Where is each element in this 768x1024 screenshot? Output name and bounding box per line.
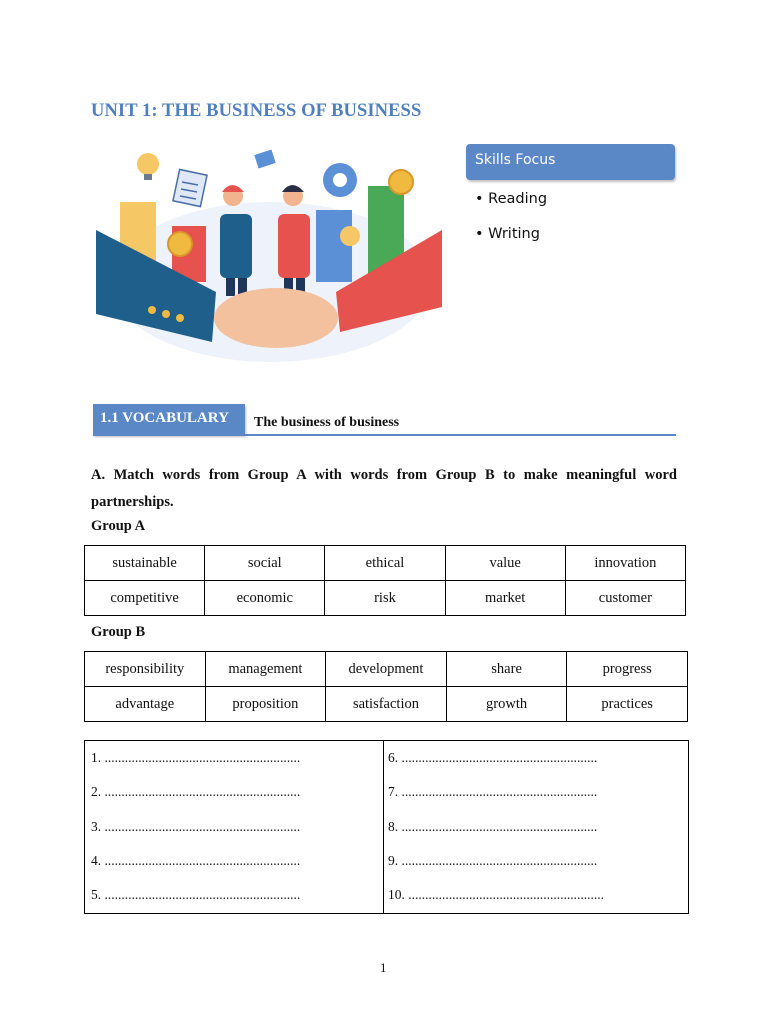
table-row — [85, 546, 686, 581]
word-cell: responsibility — [85, 652, 206, 687]
table-row — [85, 687, 688, 722]
word-cell: advantage — [85, 687, 206, 722]
bar-chart-column — [316, 210, 352, 282]
word-cell: economic — [205, 581, 325, 616]
word-cell: growth — [446, 687, 567, 722]
word-cell: share — [446, 652, 567, 687]
answer-line-8[interactable]: 8. .......................................................... — [388, 819, 598, 834]
section-tab — [93, 404, 245, 435]
document-icon — [173, 169, 207, 206]
word-cell: social — [205, 546, 325, 581]
skills-focus-title: Skills Focus — [475, 152, 556, 168]
word-cell: risk — [325, 581, 445, 616]
lightbulb-icon — [340, 226, 360, 246]
coin-icon — [389, 170, 413, 194]
skills-focus-header — [466, 144, 675, 180]
skill-item-writing: • Writing — [475, 226, 540, 242]
answer-box — [84, 740, 689, 914]
group-b-table — [84, 651, 688, 722]
group-a-table — [84, 545, 686, 616]
word-cell: development — [326, 652, 447, 687]
word-cell: sustainable — [85, 546, 205, 581]
word-cell: proposition — [205, 687, 326, 722]
answer-line-9[interactable]: 9. .......................................................... — [388, 853, 598, 868]
word-cell: market — [445, 581, 565, 616]
word-cell: competitive — [85, 581, 205, 616]
business-handshake-illustration — [96, 142, 442, 366]
word-cell: satisfaction — [326, 687, 447, 722]
word-cell: ethical — [325, 546, 445, 581]
section-tab-label: 1.1 VOCABULARY — [100, 410, 229, 426]
group-b-label: Group B — [91, 624, 146, 640]
unit-title: UNIT 1: THE BUSINESS OF BUSINESS — [91, 101, 422, 121]
handshake — [214, 288, 338, 348]
answer-line-5[interactable]: 5. .......................................................... — [91, 887, 301, 902]
word-cell: customer — [565, 581, 685, 616]
group-a-label: Group A — [91, 518, 146, 534]
exercise-instruction: A. Match words from Group A with words from Group B to make meaningful word partnerships. — [91, 467, 677, 510]
answer-divider — [383, 741, 384, 913]
word-cell: management — [205, 652, 326, 687]
answer-line-1[interactable]: 1. .......................................................... — [91, 750, 301, 765]
answer-line-7[interactable]: 7. .......................................................... — [388, 784, 598, 799]
answer-line-4[interactable]: 4. .......................................................... — [91, 853, 301, 868]
word-cell: practices — [567, 687, 688, 722]
table-row — [85, 581, 686, 616]
lightbulb-icon — [137, 153, 159, 175]
word-cell: value — [445, 546, 565, 581]
section-divider — [93, 434, 676, 436]
word-cell: progress — [567, 652, 688, 687]
section-subtitle: The business of business — [254, 415, 400, 430]
table-row — [85, 652, 688, 687]
coin-icon — [168, 232, 192, 256]
answer-line-2[interactable]: 2. .......................................................... — [91, 784, 301, 799]
word-cell: innovation — [565, 546, 685, 581]
answer-line-3[interactable]: 3. .......................................................... — [91, 819, 301, 834]
answer-line-6[interactable]: 6. .......................................................... — [388, 750, 598, 765]
answer-line-10[interactable]: 10. .......................................................... — [388, 887, 604, 902]
page-number: 1 — [380, 960, 387, 975]
skill-item-reading: • Reading — [475, 191, 548, 207]
